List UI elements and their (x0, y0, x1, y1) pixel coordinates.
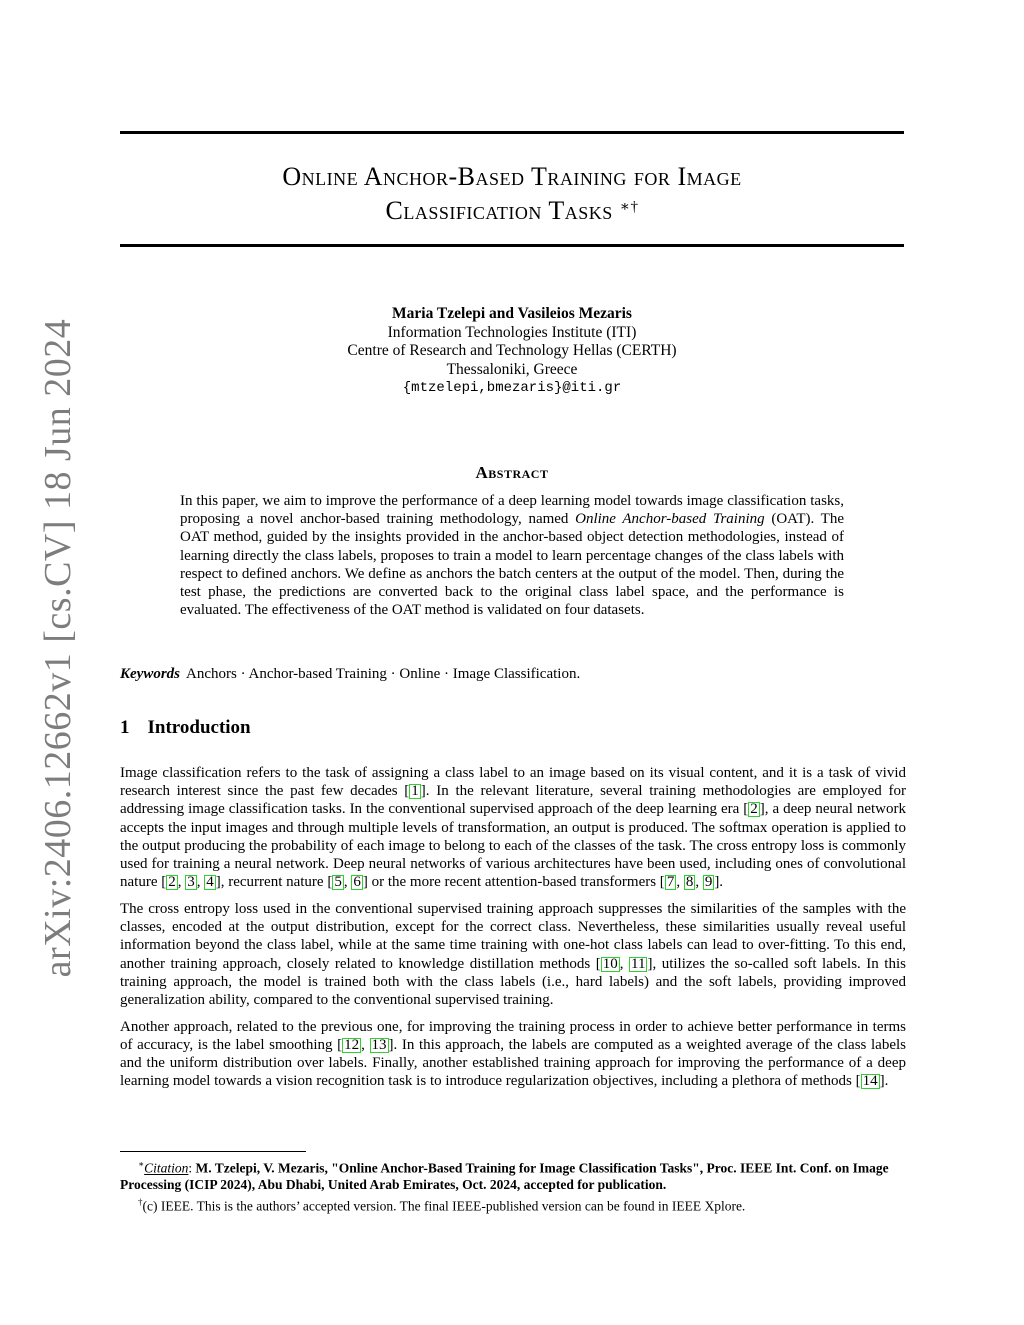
title-line-2 (120, 194, 904, 228)
p1-text: , (343, 874, 352, 891)
citation-link[interactable]: 2 (750, 801, 758, 818)
citation-link[interactable]: 6 (353, 874, 361, 891)
p1-text: , (177, 874, 186, 891)
title-top-rule (120, 131, 904, 134)
p2-text: The cross entropy loss used in the conventional supervised training approach suppresses the similarities of the samples with the classes, encoded at the output distribution, except for the correct class. Nevertheless, these similarities usually reveal useful information beyond the class label, while at the same time training with one-hot class labels can lead to over-fitting. To this end, another training approach, closely related to knowledge distillation methods [ (120, 900, 906, 972)
paragraph-3 (120, 1018, 906, 1091)
title-footnote-marks[interactable]: ∗† (619, 199, 639, 215)
p1-text: ], a deep neural network accepts the input images and through multiple levels of transformation, an output is produced. The softmax operation is applied to the output producing the probability of each image to belong to each of the classes of the task. The cross entropy loss is commonly used for training a neural network. Deep neural networks of various architectures have been used, including ones of convolutional nature [ (120, 801, 906, 891)
footnote-citation (120, 1156, 906, 1194)
paragraph-2 (120, 900, 906, 1009)
author-block (120, 305, 904, 398)
p1-text: , (676, 874, 684, 891)
citation-link[interactable]: 1 (411, 783, 419, 800)
citation-link[interactable]: 13 (371, 1036, 387, 1053)
p1-text: Image classification refers to the task of assigning a class label to an image based on its visual content, and it is a task of vivid research interest since the past few decades [ (120, 765, 906, 800)
abstract-part-2: (OAT). The OAT method, guided by the insights provided in the anchor-based object detection methodologies, instead of learning directly the class labels, proposes to train a model to learn percentage changes of the class labels with respect to defined anchors. We define as anchors the batch centers at the output of the model. Then, during the test phase, the predictions are converted back to the original class label space, and the performance is evaluated. The effectiveness of the OAT method is validated on four datasets. (180, 511, 844, 619)
abstract-text (180, 492, 844, 619)
p1-text: ]. (714, 874, 724, 891)
author-names: Maria Tzelepi and Vasileios Mezaris (392, 305, 632, 322)
footnote-citation-text: M. Tzelepi, V. Mezaris, "Online Anchor-Based Training for Image Classification Tasks", Proc. IEEE Int. Conf. on Image Processing (ICIP 2024), Abu Dhabi, United Arab Emirates, Oct. 2024, accepted for publication. (120, 1160, 889, 1192)
arxiv-identifier: arXiv:2406.12662v1 [cs.CV] 18 Jun 2024 (37, 318, 79, 978)
affiliation-institute: Information Technologies Institute (ITI) (387, 323, 637, 341)
title-line-2-text: Classification Tasks (385, 196, 613, 225)
p1-text: ] or the more recent attention-based transformers [ (362, 874, 665, 891)
introduction-body (120, 764, 906, 1099)
keywords-list: Anchors · Anchor-based Training · Online · Image Classification. (186, 666, 581, 682)
abstract-method-name: Online Anchor-based Training (575, 511, 765, 528)
citation-link[interactable]: 14 (862, 1073, 878, 1090)
footnote-separator: : (188, 1160, 196, 1176)
title-line-1: Online Anchor-Based Training for Image (282, 162, 742, 191)
p3-text: , (361, 1036, 370, 1053)
p2-text: ], utilizes the so-called soft labels. In this training approach, the model is trained both with the class labels (i.e., hard labels) and the soft labels, providing improved generalization ability, compared to the conventional supervised training. (120, 955, 906, 1008)
citation-link[interactable]: 4 (206, 874, 214, 891)
citation-link[interactable]: 12 (344, 1036, 360, 1053)
p1-text: ]. In the relevant literature, several training methodologies are employed for addressing image classification tasks. In the conventional supervised approach of the deep learning era [ (120, 783, 906, 818)
citation-link[interactable]: 5 (334, 874, 342, 891)
footnote-mark-2: † (138, 1196, 143, 1207)
footnote-copyright-text: (c) IEEE. This is the authors’ accepted version. The final IEEE-published version can be found in IEEE Xplore. (142, 1198, 746, 1213)
affiliation-centre: Centre of Research and Technology Hellas (CERTH) (347, 342, 677, 359)
section-number: 1 (120, 717, 130, 738)
p3-text: Another approach, related to the previous one, for improving the training process in order to achieve better performance in terms of accuracy, is the label smoothing [ (120, 1018, 906, 1053)
section-heading (120, 717, 251, 739)
footnote-divider (120, 1151, 306, 1152)
footnote-citation-label: Citation (144, 1160, 189, 1176)
citation-link[interactable]: 10 (602, 955, 618, 972)
keywords-line (120, 665, 904, 683)
p1-text: , (196, 874, 205, 891)
citation-link[interactable]: 11 (631, 955, 646, 972)
author-email: {mtzelepi,bmezaris}@iti.gr (402, 380, 622, 396)
citation-link[interactable]: 3 (187, 874, 195, 891)
p2-text: , (619, 955, 629, 972)
abstract-heading: Abstract (475, 463, 549, 482)
citation-link[interactable]: 9 (704, 874, 713, 891)
paper-title (120, 160, 904, 228)
footnote-mark-1: ∗ (138, 1159, 145, 1169)
footnote-copyright (120, 1194, 906, 1215)
keywords-label: Keywords (120, 666, 180, 682)
p3-text: ]. (879, 1073, 889, 1090)
section-title: Introduction (147, 717, 251, 738)
p1-text: ], recurrent nature [ (215, 874, 333, 891)
p1-text: , (695, 874, 703, 891)
citation-link[interactable]: 7 (666, 874, 675, 891)
citation-link[interactable]: 2 (168, 874, 176, 891)
title-bottom-rule (120, 244, 904, 247)
paragraph-1 (120, 764, 906, 891)
abstract-part-1: In this paper, we aim to improve the performance of a deep learning model towards image classification tasks, proposing a novel anchor-based training methodology, named (180, 493, 844, 528)
footnotes (120, 1156, 906, 1215)
affiliation-location: Thessaloniki, Greece (446, 360, 578, 378)
p3-text: ]. In this approach, the labels are computed as a weighted average of the class labels and the uniform distribution over labels. Finally, another established training approach for improving the performance of a deep learning model towards a vision recognition task is to introduce regularization objectives, including a plethora of methods [ (120, 1036, 906, 1090)
citation-link[interactable]: 8 (685, 874, 694, 891)
